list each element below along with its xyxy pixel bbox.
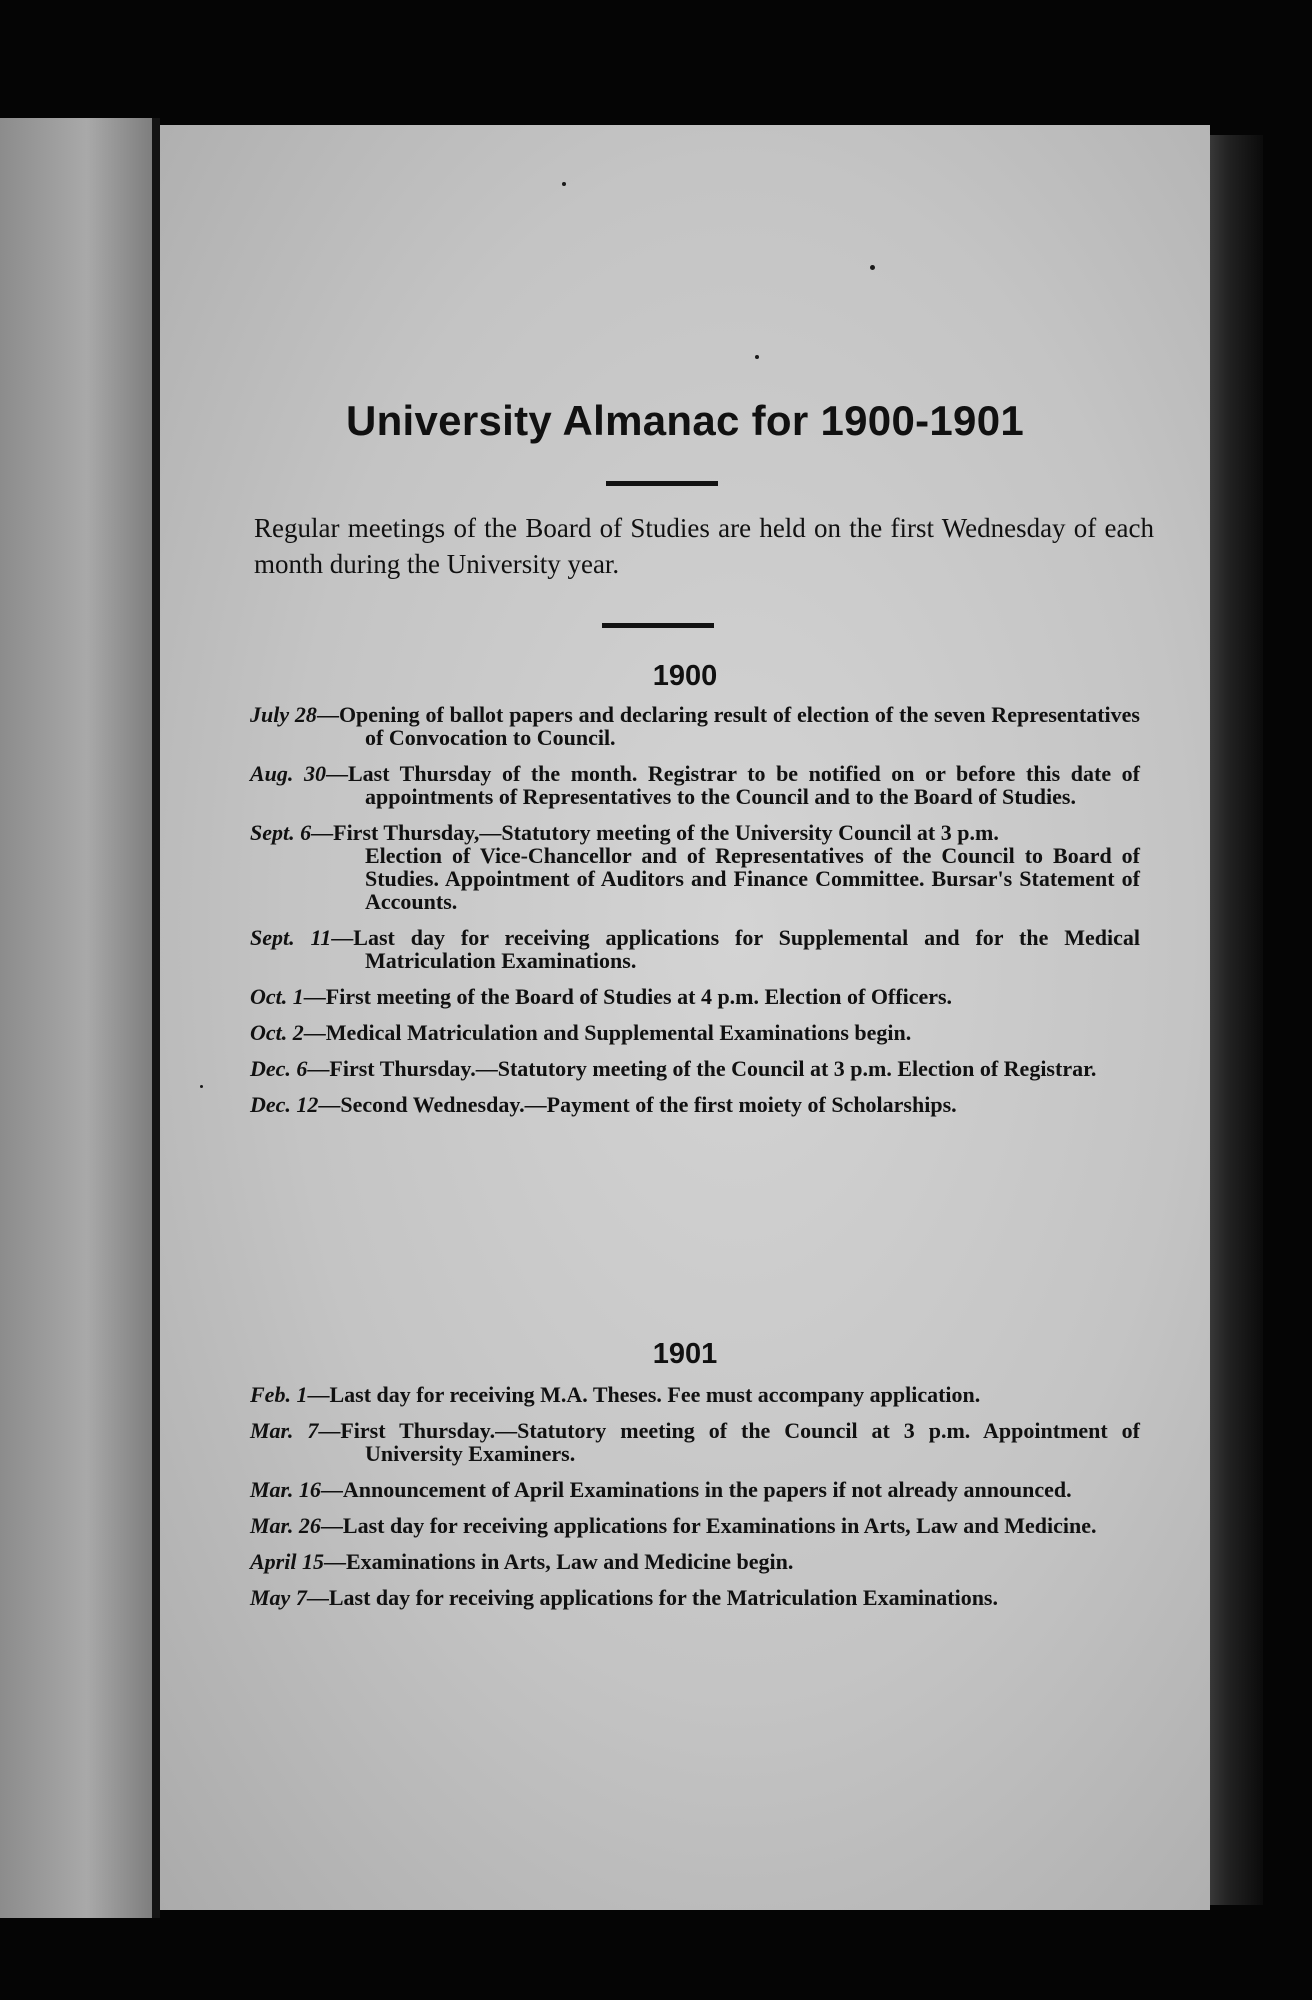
entry-date: Sept. 11 (250, 925, 332, 950)
almanac-entry (250, 1514, 1140, 1537)
entry-date: Feb. 1 (250, 1382, 308, 1407)
entry-text: —Medical Matriculation and Supplemental Examinations begin. (303, 1020, 912, 1045)
entry-date: Oct. 2 (250, 1020, 304, 1045)
page-title: University Almanac for 1900-1901 (345, 397, 1025, 444)
entry-text: —Examinations in Arts, Law and Medicine begin. (323, 1549, 794, 1574)
almanac-entry (250, 762, 1140, 808)
entry-text: —Last day for receiving applications for Examinations in Arts, Law and Medicine. (320, 1513, 1097, 1538)
almanac-page (160, 125, 1210, 1910)
entry-text: —Last day for receiving M.A. Theses. Fee must accompany application. (307, 1382, 981, 1407)
entry-text: —Second Wednesday.—Payment of the first moiety of Scholarships. (318, 1092, 957, 1117)
entry-date: May 7 (250, 1585, 307, 1610)
scan-speck (562, 182, 566, 186)
facing-page-edge (0, 118, 158, 1918)
entry-text: —First Thursday.—Statutory meeting of the Council at 3 p.m. Election of Registrar. (307, 1056, 1097, 1081)
entry-date: Mar. 26 (250, 1513, 321, 1538)
almanac-entry (250, 1057, 1140, 1080)
almanac-entry (250, 1586, 1140, 1609)
almanac-entry (250, 821, 1140, 913)
page-stack-edge (1205, 135, 1263, 1905)
entry-text: —First meeting of the Board of Studies at 4 p.m. Election of Officers. (303, 984, 953, 1009)
scan-speck (200, 1085, 203, 1088)
entry-text: —First Thursday.—Statutory meeting of the Council at 3 p.m. Appointment of University Examiners. (318, 1418, 1140, 1466)
almanac-entry (250, 1550, 1140, 1573)
entries-1900 (250, 703, 1140, 1129)
entry-date: Aug. 30 (250, 761, 326, 786)
entry-date: Mar. 7 (250, 1418, 319, 1443)
almanac-entry (250, 1419, 1140, 1465)
entry-date: April 15 (250, 1549, 324, 1574)
scan-speck (755, 355, 759, 359)
title-divider (606, 481, 718, 486)
book-gutter (152, 118, 160, 1918)
almanac-entry (250, 985, 1140, 1008)
entry-text: —Announcement of April Examinations in the papers if not already announced. (320, 1477, 1072, 1502)
intro-divider (602, 623, 714, 628)
entry-date: Sept. 6 (250, 820, 312, 845)
entry-text: —Last day for receiving applications for the Matriculation Examinations. (306, 1585, 998, 1610)
almanac-entry (250, 703, 1140, 749)
intro-paragraph: Regular meetings of the Board of Studies are held on the first Wednesday of each month during the University year. (254, 513, 1154, 579)
almanac-entry (250, 926, 1140, 972)
year-heading-1900: 1900 (652, 660, 718, 692)
scan-speck (870, 265, 875, 270)
almanac-entry (250, 1478, 1140, 1501)
entry-text: —Opening of ballot papers and declaring result of election of the seven Representatives of Convocation to Council. (316, 702, 1140, 750)
almanac-entry (250, 1093, 1140, 1116)
entry-date: Dec. 12 (250, 1092, 319, 1117)
almanac-entry (250, 1021, 1140, 1044)
entry-text: —Last day for receiving applications for Supplemental and for the Medical Matriculation Examinations. (331, 925, 1141, 973)
entry-date: Dec. 6 (250, 1056, 308, 1081)
entry-date: Oct. 1 (250, 984, 304, 1009)
entry-text: —Last Thursday of the month. Registrar to be notified on or before this date of appointments of Representatives to the Council and to the Board of Studies. (325, 761, 1140, 809)
entry-date: July 28 (250, 702, 317, 727)
entries-1901 (250, 1383, 1140, 1622)
entry-date: Mar. 16 (250, 1477, 321, 1502)
almanac-entry (250, 1383, 1140, 1406)
year-heading-1901: 1901 (652, 1338, 718, 1370)
entry-text: —First Thursday,—Statutory meeting of the University Council at 3 p.m. (311, 820, 999, 845)
entry-extra-text: Election of Vice-Chancellor and of Representatives of the Council to Board of Studies. Appointment of Auditors and Finance Committee. Bursar's Statement of Accounts. (365, 843, 1140, 914)
